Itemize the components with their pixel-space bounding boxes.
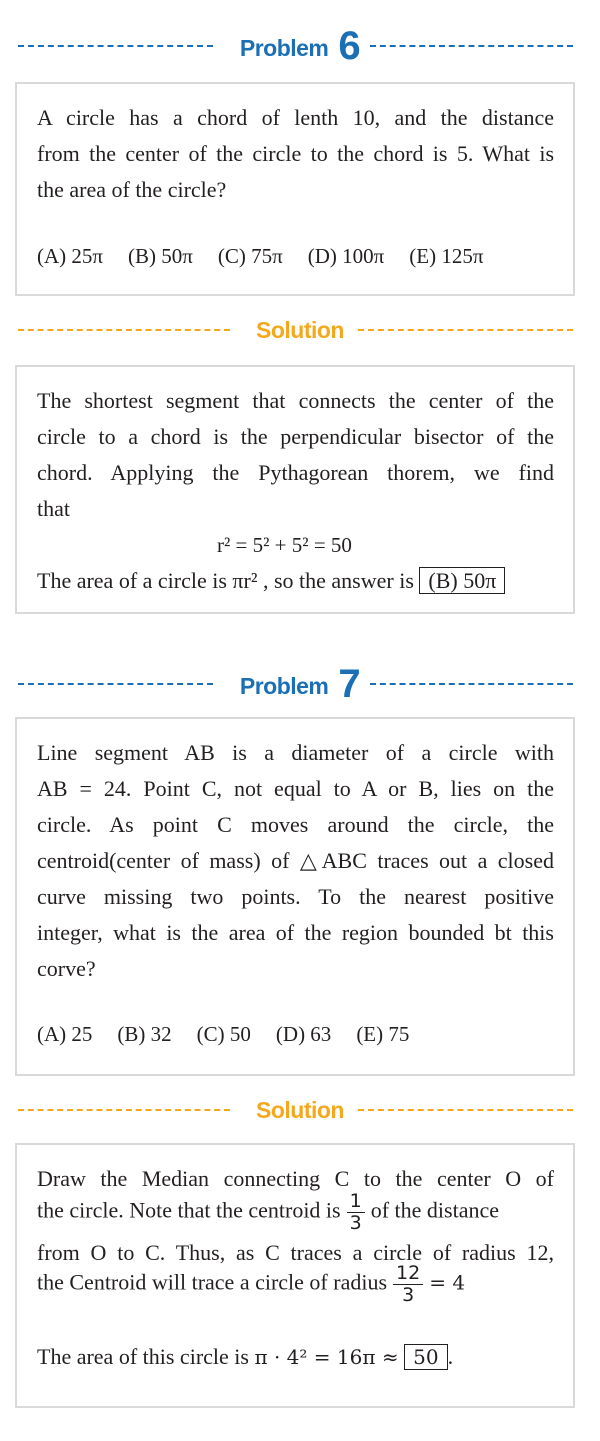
problem-7-line-3: circle. As point C moves around the circle, the <box>37 812 554 837</box>
choice-a: (A) 25π <box>37 244 104 268</box>
solution-6-final-line <box>37 563 554 599</box>
problem-7-box <box>15 717 575 1076</box>
problem-6-line-1: A circle has a chord of lenth 10, and the distance <box>37 105 554 130</box>
problem-6-title: Problem 6 <box>239 24 361 68</box>
problem-7-line-5: curve missing two points. To the nearest positive <box>37 884 554 909</box>
solution-7-final-text: The area of this circle is <box>37 1344 249 1369</box>
choice-e: (E) 75 <box>356 1022 410 1046</box>
solution-7-title: Solution <box>256 1097 344 1123</box>
fraction-twelve-thirds: $\frac{12}{3}$ <box>393 1263 423 1306</box>
solution-7-line-4: the Centroid will trace a circle of radius $\frac{12}{3}$ = 4 <box>37 1262 466 1306</box>
solution-7-line-1: Draw the Median connecting C to the center O of <box>37 1166 554 1191</box>
solution-6-line-3: chord. Applying the Pythagorean thorem, we find <box>37 460 554 485</box>
choice-b: (B) 50π <box>128 244 193 268</box>
problem-7-line-7: corve? <box>37 956 96 981</box>
solution-6-header <box>0 310 600 350</box>
problem-6-line-2: from the center of the circle to the chord is 5. What is <box>37 141 554 166</box>
solution-6-box <box>15 365 575 614</box>
pythagorean-equation: r² = 5² + 5² = 50 <box>217 533 352 557</box>
solution-7-final-line: The area of this circle is π · 4² = 16π ≈ 50 . <box>37 1344 454 1369</box>
choice-d: (D) 100π <box>307 244 385 268</box>
problem-7-line-2: AB = 24. Point C, not equal to A or B, lies on the <box>37 776 554 801</box>
choice-c: (C) 50 <box>196 1022 251 1046</box>
solution-6-final-text: The area of a circle is πr² , so the answer is <box>37 568 414 593</box>
solution-7-line-3: from O to C. Thus, as C traces a circle of radius 12, <box>37 1240 554 1265</box>
solution-6-line-2: circle to a chord is the perpendicular bisector of the <box>37 424 554 449</box>
choice-b: (B) 32 <box>117 1022 172 1046</box>
problem-7-header <box>0 664 600 704</box>
problem-7-title: Problem 7 <box>239 662 361 706</box>
solution-7-line-2: the circle. Note that the centroid is $\frac{1}{3}$ of the distance <box>37 1190 499 1234</box>
solution-6-title: Solution <box>256 317 344 343</box>
problem-7-line-4: centroid(center of mass) of △ABC traces out a closed <box>37 848 554 873</box>
choice-d: (D) 63 <box>275 1022 332 1046</box>
solution-7-box <box>15 1143 575 1408</box>
problem-6-choices <box>37 244 483 269</box>
problem-6-box <box>15 82 575 296</box>
choice-a: (A) 25 <box>37 1022 93 1046</box>
solution-7-answer-box: 50 <box>404 1344 447 1370</box>
solution-7-final-math: π · 4² = 16π ≈ <box>254 1345 399 1369</box>
problem-7-line-1: Line segment AB is a diameter of a circle with <box>37 740 554 765</box>
solution-6-line-1: The shortest segment that connects the center of the <box>37 388 554 413</box>
solution-6-answer-box: (B) 50π <box>419 567 505 594</box>
problem-7-choices <box>37 1022 409 1047</box>
problem-6-line-3: the area of the circle? <box>37 177 227 202</box>
solution-7-header <box>0 1090 600 1130</box>
fraction-one-third: $\frac{1}{3}$ <box>347 1191 365 1234</box>
problem-6-header <box>0 26 600 66</box>
choice-c: (C) 75π <box>217 244 283 268</box>
solution-6-line-4: that <box>37 496 70 521</box>
choice-e: (E) 125π <box>409 244 484 268</box>
problem-7-line-6: integer, what is the area of the region bounded bt this <box>37 920 554 945</box>
